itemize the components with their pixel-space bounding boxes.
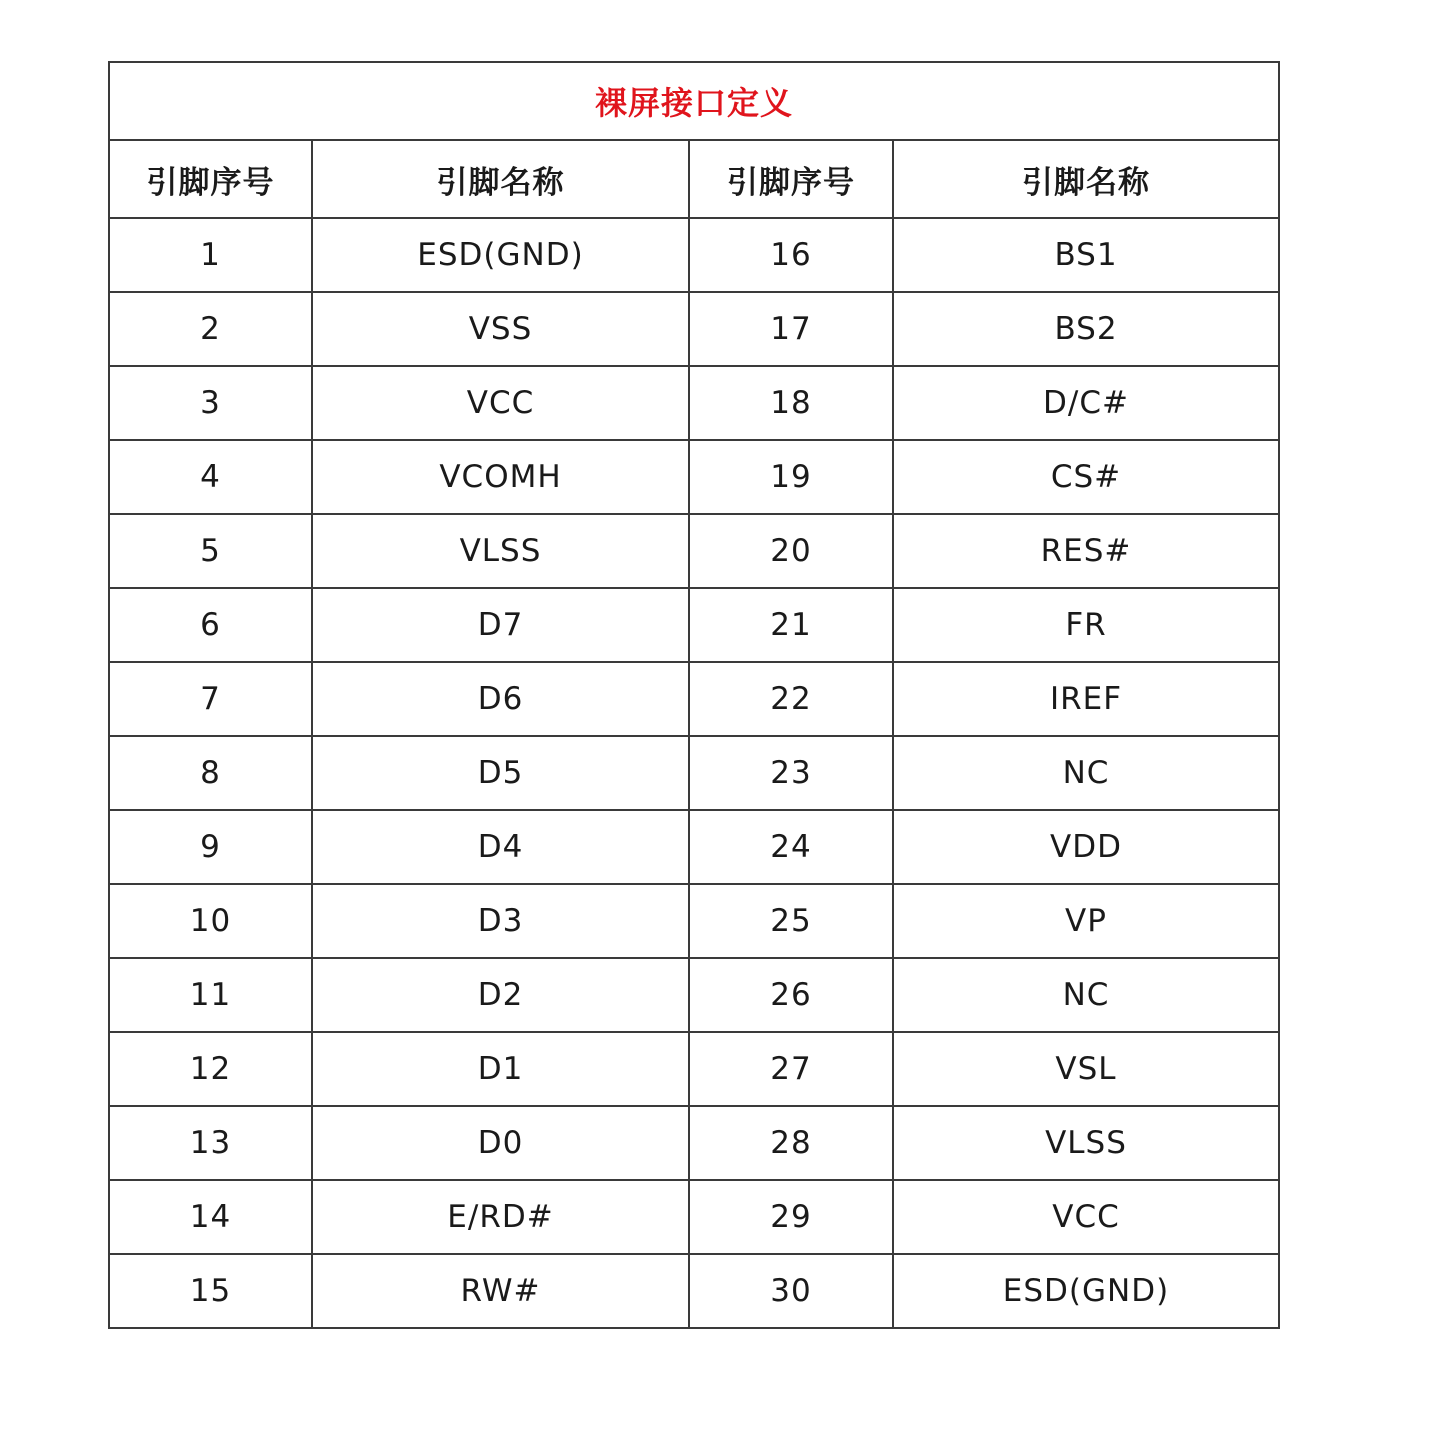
pin-number-left: 7 — [109, 662, 312, 736]
pin-name-left: D7 — [312, 588, 689, 662]
pin-number-right: 29 — [689, 1180, 893, 1254]
header-pin-number-left: 引脚序号 — [109, 140, 312, 218]
table-row — [109, 588, 1279, 662]
pin-name-right: RES# — [893, 514, 1279, 588]
pin-number-right: 17 — [689, 292, 893, 366]
pin-name-left: D3 — [312, 884, 689, 958]
pin-name-right: VCC — [893, 1180, 1279, 1254]
title-row — [109, 62, 1279, 140]
pin-name-right: IREF — [893, 662, 1279, 736]
pin-number-right: 22 — [689, 662, 893, 736]
header-pin-number-right: 引脚序号 — [689, 140, 893, 218]
pin-number-right: 16 — [689, 218, 893, 292]
header-row — [109, 140, 1279, 218]
pin-number-left: 6 — [109, 588, 312, 662]
pin-number-left: 8 — [109, 736, 312, 810]
pin-name-left: E/RD# — [312, 1180, 689, 1254]
pin-name-left: D2 — [312, 958, 689, 1032]
pin-name-right: BS2 — [893, 292, 1279, 366]
pin-number-right: 27 — [689, 1032, 893, 1106]
header-pin-name-left: 引脚名称 — [312, 140, 689, 218]
pin-name-right: VSL — [893, 1032, 1279, 1106]
pin-name-left: D5 — [312, 736, 689, 810]
table-row — [109, 514, 1279, 588]
pin-name-left: D0 — [312, 1106, 689, 1180]
table-row — [109, 366, 1279, 440]
pin-name-right: NC — [893, 736, 1279, 810]
pin-number-right: 26 — [689, 958, 893, 1032]
pin-number-right: 18 — [689, 366, 893, 440]
pin-name-left: VCC — [312, 366, 689, 440]
table-row — [109, 810, 1279, 884]
pin-number-left: 15 — [109, 1254, 312, 1328]
pin-name-right: ESD(GND) — [893, 1254, 1279, 1328]
pin-number-left: 13 — [109, 1106, 312, 1180]
pin-definition-table — [108, 61, 1280, 1329]
pin-number-right: 19 — [689, 440, 893, 514]
pin-rows — [109, 218, 1279, 1328]
table-row — [109, 1180, 1279, 1254]
header-pin-name-right: 引脚名称 — [893, 140, 1279, 218]
table-row — [109, 958, 1279, 1032]
table-row — [109, 884, 1279, 958]
pin-name-right: D/C# — [893, 366, 1279, 440]
pin-number-left: 5 — [109, 514, 312, 588]
pin-name-left: D4 — [312, 810, 689, 884]
table-row — [109, 736, 1279, 810]
pin-number-right: 24 — [689, 810, 893, 884]
table-row — [109, 1254, 1279, 1328]
pin-name-right: NC — [893, 958, 1279, 1032]
pin-number-right: 28 — [689, 1106, 893, 1180]
table-row — [109, 1106, 1279, 1180]
pin-number-right: 23 — [689, 736, 893, 810]
pin-name-left: VCOMH — [312, 440, 689, 514]
pin-name-right: VP — [893, 884, 1279, 958]
pin-number-left: 1 — [109, 218, 312, 292]
pin-name-left: ESD(GND) — [312, 218, 689, 292]
pin-name-right: BS1 — [893, 218, 1279, 292]
pin-number-left: 2 — [109, 292, 312, 366]
pin-number-left: 14 — [109, 1180, 312, 1254]
pin-name-right: FR — [893, 588, 1279, 662]
table-row — [109, 440, 1279, 514]
pin-number-left: 12 — [109, 1032, 312, 1106]
table-row — [109, 292, 1279, 366]
pin-name-left: RW# — [312, 1254, 689, 1328]
pin-number-left: 11 — [109, 958, 312, 1032]
table-title: 裸屏接口定义 — [109, 62, 1279, 140]
pin-number-left: 10 — [109, 884, 312, 958]
pin-number-left: 3 — [109, 366, 312, 440]
pin-name-left: VLSS — [312, 514, 689, 588]
table-row — [109, 1032, 1279, 1106]
pin-name-right: VLSS — [893, 1106, 1279, 1180]
table-row — [109, 662, 1279, 736]
pin-number-right: 20 — [689, 514, 893, 588]
table-row — [109, 218, 1279, 292]
pin-name-left: D1 — [312, 1032, 689, 1106]
pin-number-left: 4 — [109, 440, 312, 514]
pin-number-right: 30 — [689, 1254, 893, 1328]
pin-name-right: CS# — [893, 440, 1279, 514]
pin-name-left: D6 — [312, 662, 689, 736]
pin-number-right: 25 — [689, 884, 893, 958]
pin-number-left: 9 — [109, 810, 312, 884]
pin-name-right: VDD — [893, 810, 1279, 884]
pin-number-right: 21 — [689, 588, 893, 662]
pin-name-left: VSS — [312, 292, 689, 366]
